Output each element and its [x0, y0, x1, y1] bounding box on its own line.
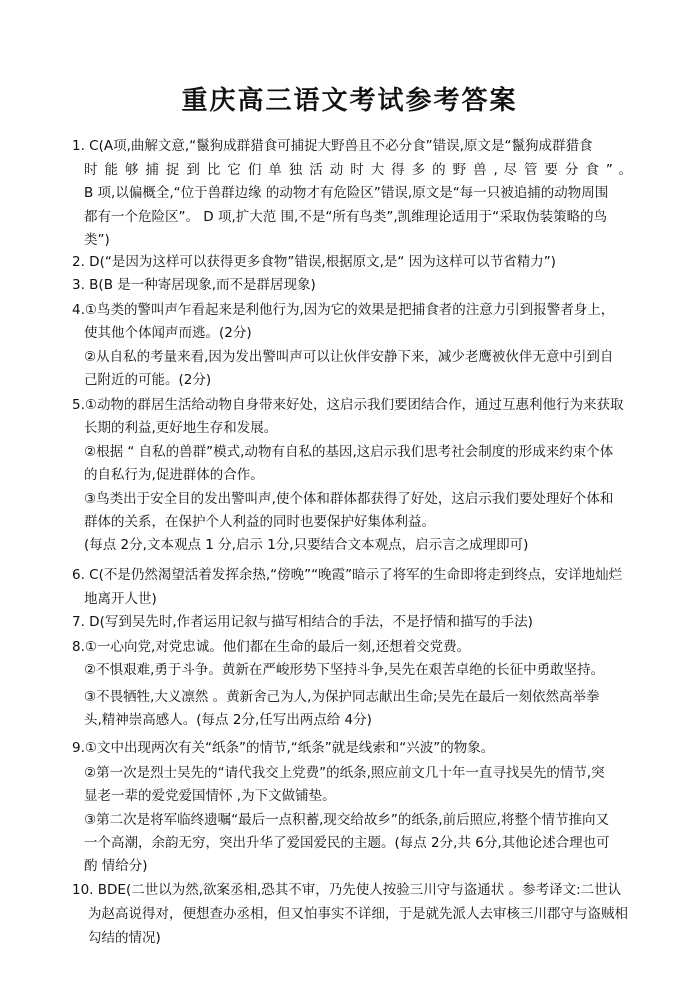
text-line: 都有一个危险区”。 D 项,扩大范 围,不是“所有鸟类”,凯维理论适用于“采取伪装策略的鸟 [84, 209, 608, 225]
text-line: ③第二次是将军临终遗嘱“最后一点积蓄,现交给故乡”的纸条,前后照应,将整个情节推向又 [84, 812, 609, 828]
text-line: 地离开人世) [84, 591, 157, 607]
text-line: 类”) [84, 232, 110, 248]
text-line: 2. D(“是因为这样可以获得更多食物”错误,根据原文,是“ 因为这样可以节省精力”) [72, 254, 556, 270]
text-line: (每点 2分,文本观点 1 分,启示 1分,只要结合文本观点，启示言之成理即可) [84, 537, 529, 553]
text-line: 时 能 够 捕 捉 到 比 它 们 单 独 活 动 时 大 得 多 的 野 兽 , 尽 管 要 分 食 ” 。 [84, 162, 632, 178]
text-line: 群体的关系，在保护个人利益的同时也要保护好集体利益。 [84, 514, 435, 530]
text-line: 勾结的情况) [88, 930, 161, 946]
text-line: 头,精神崇高感人。(每点 2分,任写出两点给 4分) [84, 712, 372, 728]
text-line: 5.①动物的群居生活给动物自身带来好处，这启示我们要团结合作，通过互惠利他行为来获取 [72, 397, 624, 413]
text-line: 的自私行为,促进群体的合作。 [84, 467, 264, 483]
text-line: ②根据 “ 自私的兽群”模式,动物有自私的基因,这启示我们思考社会制度的形成来约束个体 [84, 444, 614, 460]
text-line: 己附近的可能。(2分) [84, 372, 212, 388]
text-line: 6. C(不是仍然渴望活着发挥余热,“傍晚”“晚霞”暗示了将军的生命即将走到终点，安详地灿烂 [72, 567, 623, 583]
text-line: B 项,以偏概全,“位于兽群边缘 的动物才有危险区”错误,原文是“每一只被追捕的动物周围 [84, 185, 609, 201]
text-line: ②从自私的考量来看,因为发出警叫声可以让伙伴安静下来，减少老鹰被伙伴无意中引到自 [84, 349, 614, 365]
text-line: 长期的利益,更好地生存和发展。 [84, 420, 278, 436]
text-line: 10. BDE(二世以为然,欲案丞相,恐其不审，乃先使人按验三川守与盗通状 。参考译文:二世认 [72, 882, 622, 898]
text-line: 9.①文中出现两次有关“纸条”的情节,“纸条”就是线索和“兴波”的物象。 [72, 740, 495, 756]
text-line: ②第一次是烈士吴先的“请代我交上党费”的纸条,照应前文几十年一直寻找吴先的情节,突 [84, 765, 605, 781]
text-line: 3. B(B 是一种寄居现象,而不是群居现象) [72, 277, 316, 293]
text-line: 为赵高说得对，便想查办丞相，但又怕事实不详细，于是就先派人去审核三川郡守与盗贼相 [88, 906, 628, 922]
text-line: 显老一辈的爱党爱国情怀 ,为下文做铺垫。 [84, 788, 336, 804]
text-line: 1. C(A项,曲解文意,“鬣狗成群猎食可捕捉大野兽且不必分食”错误,原文是“鬣狗成群猎食 [72, 138, 593, 154]
text-line: 8.①一心向党,对党忠诚。他们都在生命的最后一刻,还想着交党费。 [72, 639, 471, 655]
text-line: ③不畏牺牲,大义凛然 。黄新舍己为人,为保护同志献出生命;吴先在最后一刻依然高举拳 [84, 689, 600, 705]
text-line: 4.①鸟类的警叫声乍看起来是利他行为,因为它的效果是把捕食者的注意力引到报警者身上， [72, 302, 615, 318]
text-line: 酌 情给分) [84, 858, 148, 874]
text-line: 使其他个体闻声而逃。(2分) [84, 325, 252, 341]
text-line: ②不惧艰难,勇于斗争。黄新在严峻形势下坚持斗争,吴先在艰苦卓绝的长征中勇敢坚持。 [84, 662, 605, 678]
page-title: 重庆高三语文考试参考答案 [181, 86, 518, 116]
text-line: 一个高潮，余韵无穷，突出升华了爱国爱民的主题。(每点 2分,共 6分,其他论述合理也可 [84, 835, 610, 851]
text-line: 7. D(写到吴先时,作者运用记叙与描写相结合的手法，不是抒情和描写的手法) [72, 614, 533, 630]
text-line: ③鸟类出于安全目的发出警叫声,使个体和群体都获得了好处，这启示我们要处理好个体和 [84, 491, 614, 507]
